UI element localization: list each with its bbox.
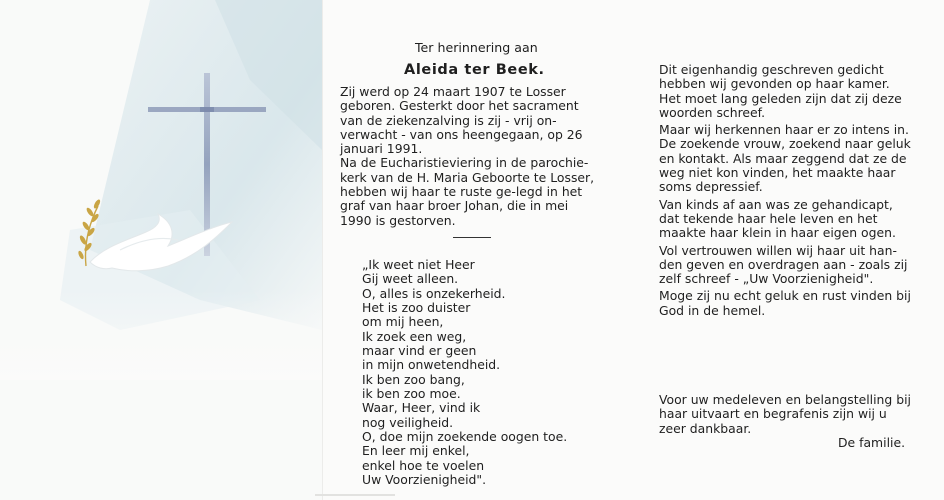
thanks-note: Voor uw medeleven en belangstelling bij haar uitvaart en begrafenis zijn wij u zeer dankbaar. (659, 392, 911, 436)
intro-line: Ter herinnering aan (415, 40, 538, 55)
poem-line: O, doe mijn zoekende oogen toe. (362, 429, 568, 445)
separator-rule (453, 237, 491, 238)
signature: De familie. (838, 435, 906, 450)
poem-line: in mijn onwetendheid. (362, 357, 501, 373)
poem-line: enkel hoe te voelen (362, 457, 485, 473)
poem-line: Het is zoo duister (362, 300, 471, 316)
remembrance-paragraph: Dit eigenhandig geschreven gedicht hebben wij gevonden op haar kamer. Het moet lang geleden zijn dat zij deze woorden schreef. (659, 62, 902, 120)
poem-line: En leer mij enkel, (362, 443, 470, 459)
deceased-name: Aleida ter Beek. (404, 62, 545, 78)
poem-line: nog veiligheid. (362, 414, 454, 430)
fold-mark (315, 494, 395, 496)
remembrance-paragraph: Van kinds af aan was ze gehandicapt, dat tekende haar hele leven en het maakte haar klein in haar eigen ogen. (659, 196, 896, 241)
bio-paragraph: Zij werd op 24 maart 1907 te Losser geboren. Gesterkt door het sacrament van de ziekenzalving is zij - vrij on-verwacht - van ons heengegaan, op 26 januari 1991. (340, 84, 583, 157)
poem-line: om mij heen, (362, 314, 444, 330)
poem-line: „Ik weet niet Heer (362, 257, 475, 272)
bio-paragraph: Na de Eucharistieviering in de parochie-kerk van de H. Maria Geboorte te Losser, hebben wij haar te ruste ge-legd in het graf van haar broer Johan, die in mei 1990 is gestorven. (340, 155, 595, 228)
poem-line: Gij weet alleen. (362, 271, 459, 287)
panel-divider (322, 0, 323, 500)
artwork-panel (0, 0, 322, 500)
remembrance-paragraph: Vol vertrouwen willen wij haar uit han-den geven en overdragen aan - zoals zij zelf schreef - „Uw Voorzienigheid". (659, 242, 908, 287)
right-column (659, 63, 911, 321)
poem-line: Ik zoek een weg, (362, 328, 467, 344)
poem (362, 258, 567, 488)
biography (340, 85, 602, 228)
remembrance-paragraph: Maar wij herkennen haar er zo intens in. De zoekende vrouw, zoekend naar geluk en kontakt. Als maar zeggend dat ze de weg niet kon vinden, het maakte haar soms depressief. (659, 122, 911, 195)
poem-line: Ik ben zoo bang, (362, 371, 465, 387)
poem-line: Uw Voorzienigheid". (362, 472, 487, 488)
remembrance-paragraph: Moge zij nu echt geluk en rust vinden bij God in de hemel. (659, 288, 911, 318)
artwork-svg (0, 0, 322, 500)
poem-line: O, alles is onzekerheid. (362, 285, 506, 301)
poem-line: maar vind er geen (362, 343, 477, 359)
poem-line: ik ben zoo moe. (362, 386, 461, 402)
poem-line: Waar, Heer, vind ik (362, 400, 481, 416)
